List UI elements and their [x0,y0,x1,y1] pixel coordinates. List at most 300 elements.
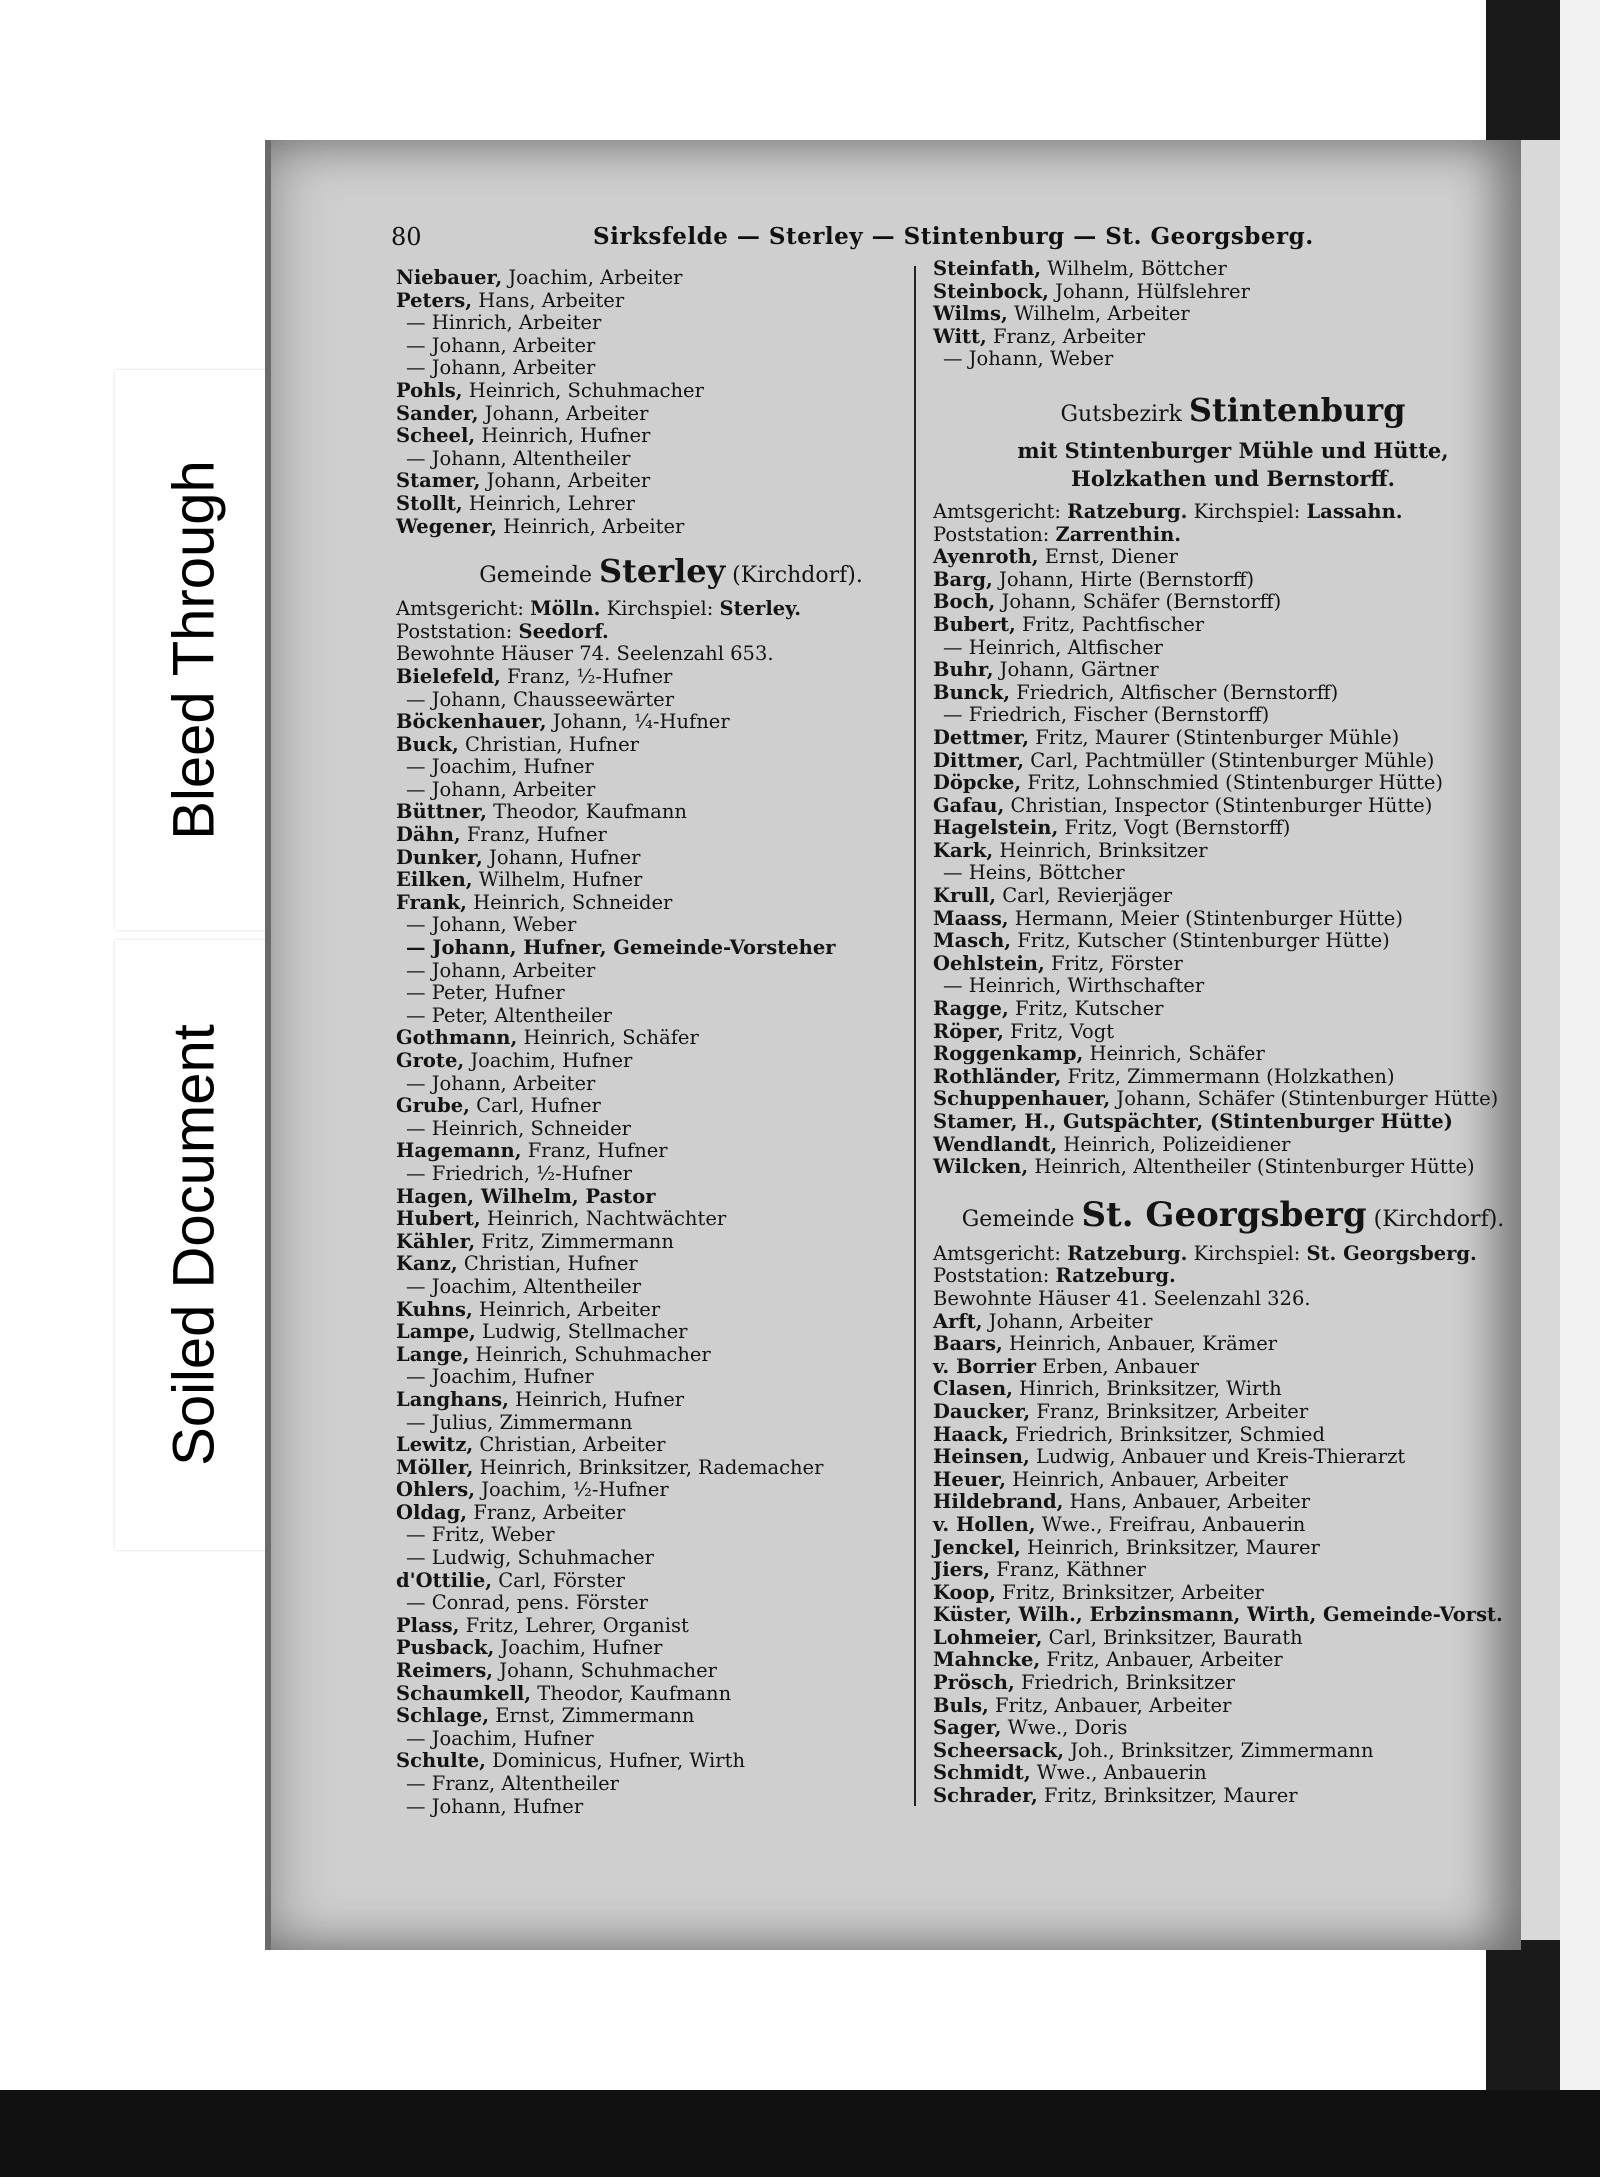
directory-entry [396,425,946,448]
entry-surname: Dittmer, [933,748,1025,772]
entry-details: — Heinrich, Wirthschafter [943,974,1205,998]
entry-surname: Daucker, [933,1399,1031,1423]
entry-details: Fritz, Pachtfischer [1015,612,1205,636]
directory-entry [396,312,946,335]
entry-surname: Möller, [396,1455,474,1479]
entry-details: — Ludwig, Schuhmacher [406,1546,654,1570]
entry-details: Erben, Anbauer [1036,1354,1199,1378]
entry-details: Wwe., Anbauerin [1030,1761,1207,1785]
directory-entry [396,1389,946,1412]
entry-details: — Johann, Arbeiter [406,356,596,380]
entry-surname: Baars, [933,1332,1003,1356]
poststation-label: Poststation: [933,522,1056,546]
directory-entry [396,1186,946,1209]
entry-surname: Wilcken, [933,1155,1029,1179]
directory-entry [933,546,1533,569]
entry-details: Johann, Schäfer (Stintenburger Hütte) [1110,1087,1499,1111]
directory-entry [933,1672,1533,1695]
entry-surname: Mahncke, [933,1648,1041,1672]
georgsberg-heading [933,1195,1533,1235]
directory-entry [396,1299,946,1322]
directory-entry [933,1424,1533,1447]
entry-surname: Grube, [396,1094,470,1118]
entry-details: Franz, ½-Hufner [500,664,673,688]
entry-details: — Johann, Weber [406,913,577,937]
directory-entry [396,1796,946,1819]
kirchspiel-label: Kirchspiel: [1187,1241,1307,1265]
entry-surname: Hildebrand, [933,1490,1064,1514]
entry-details: Heinrich, Arbeiter [497,514,685,538]
entry-details: Franz, Arbeiter [467,1500,626,1524]
directory-entry [396,1524,946,1547]
directory-entry [933,569,1533,592]
entry-details: Carl, Förster [492,1568,625,1592]
left-column [396,267,946,1818]
directory-entry [396,937,946,960]
entry-details: Hans, Anbauer, Arbeiter [1063,1490,1311,1514]
entry-surname: Scheel, [396,424,476,448]
entry-details: Friedrich, Brinksitzer, Schmied [1008,1422,1325,1446]
directory-entry [396,1660,946,1683]
entry-surname: Rothländer, [933,1064,1062,1088]
entry-details: Heinrich, Schuhmacher [469,1342,711,1366]
entry-details: — Peter, Altentheiler [406,1003,612,1027]
kirchspiel-value: Lassahn. [1306,499,1403,523]
entry-details: Dominicus, Hufner, Wirth [485,1749,746,1773]
sterley-houses-line: Bewohnte Häuser 74. Seelenzahl 653. [396,642,774,666]
stintenburg-court-line [933,501,1533,524]
entry-details: Franz, Hufner [521,1139,668,1163]
entry-details: Joachim, Hufner [494,1636,663,1660]
entry-details: Hans, Arbeiter [472,288,625,312]
entry-surname: Buck, [396,732,459,756]
entry-details: Heinrich, Schuhmacher [462,378,704,402]
directory-entry [396,1366,946,1389]
entry-surname: Hagen, Wilhelm, Pastor [396,1184,656,1208]
directory-entry [396,1479,946,1502]
sterley-heading-name: Sterley [598,552,726,591]
entry-surname: Buhr, [933,658,994,682]
directory-entry [933,281,1533,304]
entry-surname: Dähn, [396,823,461,847]
georgsberg-entries [933,1311,1533,1808]
bleed-through-label [115,370,273,930]
directory-entry [933,1582,1533,1605]
entry-details: Fritz, Lohnschmied (Stintenburger Hütte) [1021,771,1443,795]
entry-surname: Steinbock, [933,279,1049,303]
entry-surname: Dunker, [396,845,483,869]
entry-surname: Schuppenhauer, [933,1087,1111,1111]
directory-entry [933,1111,1533,1134]
directory-entry [933,637,1533,660]
directory-entry [933,998,1533,1021]
book-page [265,140,1521,1950]
entry-details: Carl, Pachtmüller (Stintenburger Mühle) [1024,748,1435,772]
entry-surname: Lewitz, [396,1433,474,1457]
directory-entry [933,1514,1533,1537]
directory-entry [396,1457,946,1480]
entry-surname: Döpcke, [933,771,1022,795]
entry-details: Heinrich, Polizeidiener [1057,1132,1291,1156]
entry-details: Joachim, Hufner [464,1049,633,1072]
entry-surname: Stamer, H., Gutspächter, (Stintenburger Hütte) [933,1110,1453,1133]
entry-details: Carl, Revierjäger [996,884,1173,908]
entry-details: — Heinrich, Altfischer [943,635,1163,659]
directory-entry [933,750,1533,773]
directory-entry [933,908,1533,931]
entry-details: — Johann, Hufner [406,1794,584,1818]
sterley-heading [396,552,946,590]
directory-entry [933,1537,1533,1560]
entry-details: Friedrich, Brinksitzer [1014,1671,1235,1695]
directory-entry [396,1140,946,1163]
entry-details: — Heinrich, Schneider [406,1116,631,1140]
entry-surname: Küster, Wilh., Erbzinsmann, Wirth, Gemeinde-Vorst. [933,1603,1503,1627]
page-number: 80 [391,223,422,251]
sterley-entries [396,666,946,1818]
entry-surname: Steinfath, [933,257,1042,280]
entry-surname: Peters, [396,288,473,312]
running-title: Sirksfelde — Sterley — Stintenburg — St. Georgsberg. [593,223,1314,250]
entry-details: Fritz, Maurer (Stintenburger Mühle) [1029,725,1400,749]
amtsgericht-value: Mölln. [530,597,601,621]
page-header [391,215,1511,255]
directory-entry [396,403,946,426]
georgsberg-heading-prefix: Gemeinde [961,1206,1082,1232]
entry-surname: Bubert, [933,612,1016,636]
directory-entry [396,1547,946,1570]
directory-entry [933,885,1533,908]
entry-surname: Krull, [933,884,997,908]
entry-surname: Arft, [933,1309,983,1333]
directory-entry [396,1118,946,1141]
scan-margin-right [1560,0,1600,2090]
entry-details: Fritz, Anbauer, Arbeiter [1040,1648,1283,1672]
directory-entry [933,772,1533,795]
kirchspiel-value: St. Georgsberg. [1306,1241,1477,1265]
entry-details: Franz, Brinksitzer, Arbeiter [1030,1399,1309,1423]
entry-details: — Friedrich, ½-Hufner [406,1161,632,1185]
directory-entry [396,914,946,937]
directory-entry [933,727,1533,750]
kirchspiel-value: Sterley. [719,597,802,621]
entry-surname: Ayenroth, [933,545,1039,569]
entry-surname: Kark, [933,838,994,862]
directory-entry [396,960,946,983]
stintenburg-subheading: mit Stintenburger Mühle und Hütte, Holzkathen und Bernstorff. [1017,437,1449,491]
entry-details: Heinrich, Schäfer [517,1026,699,1050]
entry-surname: Pohls, [396,378,463,402]
entry-details: Fritz, Kutscher (Stintenburger Hütte) [1011,929,1390,953]
entry-details: Theodor, Kaufmann [486,800,687,824]
entry-details: — Joachim, Hufner [406,1365,594,1389]
amtsgericht-value: Ratzeburg. [1067,499,1188,523]
directory-entry [933,1740,1533,1763]
entry-surname: Reimers, [396,1659,494,1683]
entry-details: Johann, Hülfslehrer [1048,279,1250,303]
entry-details: — Johann, Arbeiter [406,777,596,801]
entry-surname: Barg, [933,567,993,591]
entry-surname: Lohmeier, [933,1625,1043,1649]
directory-entry [396,1095,946,1118]
directory-entry [396,1705,946,1728]
sterley-court-line [396,598,946,621]
entry-surname: Roggenkamp, [933,1042,1084,1066]
entry-details: — Friedrich, Fischer (Bernstorff) [943,703,1270,727]
entry-details: — Johann, Arbeiter [406,958,596,982]
entry-details: Fritz, Förster [1044,951,1183,975]
directory-entry [933,1043,1533,1066]
directory-entry [396,1208,946,1231]
directory-entry [396,1773,946,1796]
entry-details: Christian, Hufner [458,732,639,756]
entry-surname: Stamer, [396,469,481,493]
directory-entry [396,1502,946,1525]
directory-entry [933,303,1533,326]
entry-details: Johann, Schuhmacher [493,1659,717,1683]
georgsberg-houses-line: Bewohnte Häuser 41. Seelenzahl 326. [933,1286,1311,1310]
entry-surname: Wilms, [933,302,1008,326]
directory-entry [396,1163,946,1186]
entry-details: Ernst, Zimmermann [489,1704,695,1728]
entry-details: Wilhelm, Arbeiter [1007,302,1190,326]
entry-details: Heinrich, Altentheiler (Stintenburger Hütte) [1028,1155,1475,1179]
directory-entry [396,1344,946,1367]
directory-entry [396,1434,946,1457]
entry-surname: Clasen, [933,1377,1013,1401]
directory-entry [933,817,1533,840]
directory-entry [933,1378,1533,1401]
entry-surname: Prösch, [933,1671,1015,1695]
kirchspiel-label: Kirchspiel: [1187,499,1307,523]
poststation-value: Ratzeburg. [1055,1264,1176,1288]
entry-details: Franz, Hufner [460,823,607,847]
directory-entry [933,840,1533,863]
directory-entry [933,659,1533,682]
amtsgericht-label: Amtsgericht: [933,499,1068,523]
directory-entry [933,1333,1533,1356]
directory-entry [396,1412,946,1435]
entry-surname: Plass, [396,1613,460,1637]
sterley-heading-suffix: (Kirchdorf). [725,563,863,589]
directory-entry [396,1321,946,1344]
directory-entry [933,975,1533,998]
entry-details: Fritz, Zimmermann (Holzkathen) [1061,1064,1395,1088]
directory-entry [396,734,946,757]
entry-details: Johann, Schäfer (Bernstorff) [995,590,1282,614]
entry-surname: Sager, [933,1716,1002,1740]
entry-details: Johann, Arbeiter [982,1309,1153,1333]
directory-entry [396,1027,946,1050]
left-top-entries [396,267,946,538]
entry-surname: Büttner, [396,800,487,824]
directory-entry [396,1231,946,1254]
entry-details: Fritz, Zimmermann [475,1229,674,1253]
directory-entry [933,1604,1533,1627]
directory-entry [396,1253,946,1276]
entry-surname: d'Ottilie, [396,1568,493,1592]
entry-details: Fritz, Vogt [1003,1019,1115,1043]
entry-details: Heinrich, Brinksitzer, Rademacher [473,1455,824,1479]
entry-details: Heinrich, Hufner [508,1387,685,1411]
entry-details: Fritz, Kutscher [1008,997,1164,1021]
directory-entry [396,779,946,802]
entry-surname: Oehlstein, [933,951,1045,975]
entry-details: Johann, Arbeiter [478,401,649,425]
entry-surname: Dettmer, [933,725,1030,749]
entry-surname: Heuer, [933,1467,1007,1491]
entry-surname: Schaumkell, [396,1681,532,1705]
entry-details: Johann, Arbeiter [480,469,651,493]
poststation-value: Zarrenthin. [1055,522,1182,546]
entry-details: — Julius, Zimmermann [406,1410,633,1434]
directory-entry [396,1683,946,1706]
poststation-label: Poststation: [396,619,519,643]
entry-surname: Pusback, [396,1636,495,1660]
entry-surname: Witt, [933,324,987,348]
entry-details: Johann, ¼-Hufner [546,710,730,734]
entry-details: Ludwig, Anbauer und Kreis-Thierarzt [1029,1445,1406,1469]
directory-entry [396,1276,946,1299]
entry-details: — Peter, Hufner [406,981,565,1005]
directory-entry [396,516,946,539]
directory-entry [933,1356,1533,1379]
entry-surname: Gothmann, [396,1026,518,1050]
entry-details: Franz, Käthner [990,1558,1147,1582]
kirchspiel-label: Kirchspiel: [600,597,720,621]
entry-details: Franz, Arbeiter [986,324,1146,348]
stintenburg-entries [933,546,1533,1179]
stintenburg-post-line [933,524,1533,547]
entry-surname: Boch, [933,590,996,614]
directory-entry [933,862,1533,885]
entry-surname: Jiers, [933,1558,991,1582]
entry-surname: Röper, [933,1019,1004,1043]
directory-entry [396,448,946,471]
entry-details: — Johann, Arbeiter [406,333,596,357]
directory-entry [933,1446,1533,1469]
entry-surname: Jenckel, [933,1535,1021,1559]
directory-entry [396,380,946,403]
soiled-document-label [115,940,273,1550]
entry-details: Fritz, Brinksitzer, Maurer [1037,1784,1298,1808]
directory-entry [933,591,1533,614]
entry-surname: Schmidt, [933,1761,1031,1785]
directory-entry [396,1073,946,1096]
entry-surname: Buls, [933,1693,989,1717]
entry-surname: Grote, [396,1049,465,1072]
directory-entry [396,689,946,712]
entry-details: — Johann, Weber [943,347,1114,371]
directory-entry [396,801,946,824]
directory-entry [933,1311,1533,1334]
entry-surname: v. Hollen, [933,1512,1036,1536]
entry-surname: Frank, [396,890,467,914]
entry-surname: Oldag, [396,1500,468,1524]
entry-surname: Lampe, [396,1320,476,1344]
entry-details: Fritz, Lehrer, Organist [459,1613,689,1637]
entry-details: Wwe., Doris [1001,1716,1128,1740]
directory-entry [396,1570,946,1593]
entry-details: Christian, Hufner [457,1252,638,1276]
directory-entry [933,930,1533,953]
entry-details: Heinrich, Schneider [466,890,673,914]
directory-entry [396,711,946,734]
entry-details: Johann, Hirte (Bernstorff) [992,567,1255,591]
poststation-value: Seedorf. [518,619,609,643]
entry-details: — Joachim, Hufner [406,755,594,779]
entry-surname: Hagelstein, [933,816,1059,840]
poststation-label: Poststation: [933,1264,1056,1288]
entry-surname: Stollt, [396,491,463,515]
entry-details: Theodor, Kaufmann [531,1681,732,1705]
right-top-entries [933,258,1533,371]
entry-surname: Bunck, [933,680,1011,704]
entry-details: Johann, Hufner [482,845,641,869]
directory-entry [933,614,1533,637]
directory-entry [933,1695,1533,1718]
entry-surname: Gafau, [933,793,1005,817]
entry-details: Heinrich, Arbeiter [472,1297,661,1321]
directory-entry [396,493,946,516]
directory-entry [396,892,946,915]
right-column [933,258,1533,1808]
directory-entry [933,704,1533,727]
sterley-heading-prefix: Gemeinde [479,563,599,589]
entry-surname: Maass, [933,906,1009,930]
directory-entry [933,258,1533,281]
stintenburg-heading [933,391,1533,429]
sterley-post-line [396,621,946,644]
directory-entry [933,326,1533,349]
entry-details: Johann, Gärtner [993,658,1159,682]
entry-details: Joh., Brinksitzer, Zimmermann [1064,1738,1374,1762]
directory-entry [933,1021,1533,1044]
entry-details: Heinrich, Anbauer, Krämer [1002,1332,1278,1356]
directory-entry [396,1050,946,1073]
entry-details: Ludwig, Stellmacher [475,1320,688,1344]
entry-surname: Eilken, [396,868,473,892]
directory-entry [396,847,946,870]
directory-entry [933,1649,1533,1672]
entry-details: — Johann, Altentheiler [406,446,631,470]
entry-details: — Johann, Chausseewärter [406,687,675,711]
directory-entry [396,335,946,358]
entry-details: — Hinrich, Arbeiter [406,311,602,335]
entry-details: — Heins, Böttcher [943,861,1125,885]
amtsgericht-label: Amtsgericht: [933,1241,1068,1265]
entry-surname: Niebauer, [396,266,503,289]
directory-entry [933,1559,1533,1582]
entry-details: Heinrich, Hufner [475,424,651,448]
directory-entry [933,682,1533,705]
soiled-document-text: Soiled Document [161,1024,227,1466]
entry-surname: Langhans, [396,1387,509,1411]
entry-details: Fritz, Anbauer, Arbeiter [988,1693,1232,1717]
entry-surname: Schulte, [396,1749,486,1773]
directory-entry [396,756,946,779]
directory-entry [933,1088,1533,1111]
georgsberg-heading-suffix: (Kirchdorf). [1366,1206,1505,1232]
entry-details: — Joachim, Altentheiler [406,1274,642,1298]
entry-details: — Franz, Altentheiler [406,1772,619,1795]
directory-entry [396,666,946,689]
directory-entry [396,1728,946,1751]
entry-surname: Böckenhauer, [396,710,547,734]
georgsberg-post-line [933,1265,1533,1288]
entry-details: Joachim, Arbeiter [502,266,683,289]
directory-entry [933,1762,1533,1785]
